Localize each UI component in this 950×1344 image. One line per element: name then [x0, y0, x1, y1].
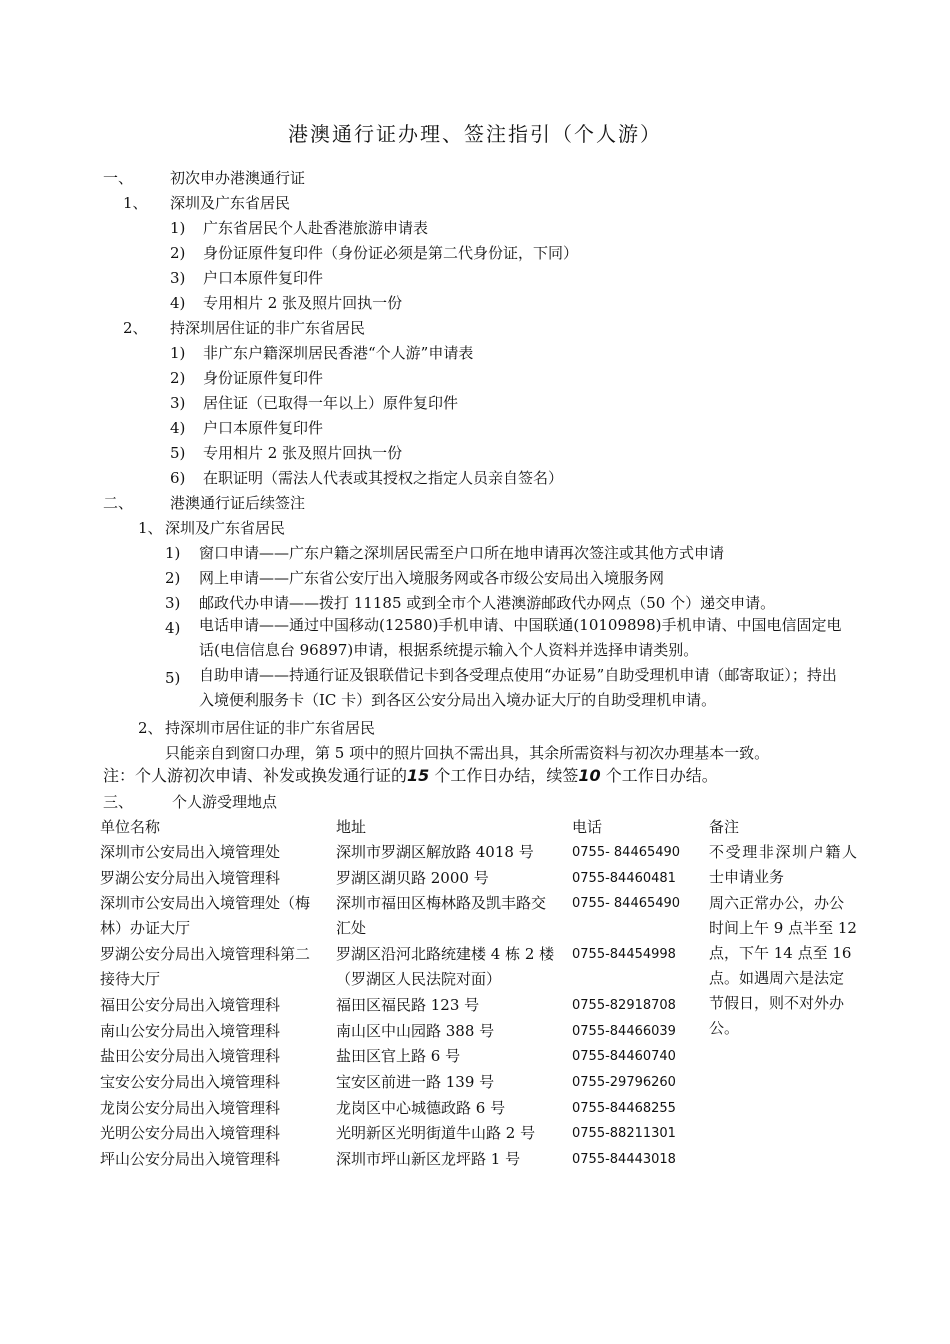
list-item-number: 2): [165, 569, 181, 587]
list-item: 专用相片 2 张及照片回执一份: [203, 294, 403, 312]
subsection-2-2-text: 只能亲自到窗口办理，第 5 项中的照片回执不需出具，其余所需资料与初次办理基本一致。: [165, 744, 770, 762]
list-item-number: 4): [170, 294, 186, 312]
table-header-remark: 备注: [709, 818, 740, 836]
subsection-1-2-number: 2、: [123, 319, 148, 337]
table-cell-name: 宝安公安分局出入境管理科: [100, 1073, 281, 1091]
table-cell-address: 盐田区官上路 6 号: [336, 1047, 461, 1065]
list-item: 户口本原件复印件: [203, 419, 324, 437]
list-item: 非广东户籍深圳居民香港“个人游”申请表: [203, 344, 474, 362]
note-mid: 个工作日办结，续签: [434, 766, 579, 785]
list-item: 在职证明（需法人代表或其授权之指定人员亲自签名）: [203, 469, 564, 487]
list-item-number: 1): [165, 544, 181, 562]
table-cell-name: 光明公安分局出入境管理科: [100, 1124, 281, 1142]
list-item-number: 3): [170, 269, 186, 287]
table-cell-name: 盐田公安分局出入境管理科: [100, 1047, 281, 1065]
subsection-1-2-heading: 持深圳居住证的非广东省居民: [170, 319, 366, 337]
list-item: 邮政代办申请——拨打 11185 或到全市个人港澳游邮政代办网点（50 个）递交申请。: [199, 594, 776, 612]
list-item-number: 6): [170, 469, 186, 487]
subsection-2-1-heading: 深圳及广东省居民: [165, 519, 286, 537]
list-item: 电话申请——通过中国移动(12580)手机申请、中国联通(10109898)手机申请、中国电信固定电话(电信信息台 96897)申请，根据系统提示输入个人资料并选择申请类别。: [199, 616, 842, 659]
table-cell-name: 深圳市公安局出入境管理处: [100, 843, 281, 861]
section-1-number: 一、: [103, 169, 134, 187]
table-cell-address: 宝安区前进一路 139 号: [336, 1073, 495, 1091]
list-item-number: 4): [165, 619, 181, 637]
subsection-2-1-number: 1、: [138, 519, 163, 537]
subsection-1-1-heading: 深圳及广东省居民: [170, 194, 291, 212]
list-item-number: 4): [170, 419, 186, 437]
table-cell-name: 罗湖公安分局出入境管理科: [100, 869, 281, 887]
list-item: 广东省居民个人赴香港旅游申请表: [203, 219, 429, 237]
list-item: 专用相片 2 张及照片回执一份: [203, 444, 403, 462]
table-cell-address: 深圳市罗湖区解放路 4018 号: [336, 843, 534, 861]
list-item-number: 3): [165, 594, 181, 612]
list-item: 网上申请——广东省公安厅出入境服务网或各市级公安局出入境服务网: [199, 569, 665, 587]
table-cell-address: 福田区福民路 123 号: [336, 996, 480, 1014]
table-cell-phone: 0755-82918708: [572, 998, 676, 1013]
list-item-number: 2): [170, 369, 186, 387]
table-cell-phone: 0755- 84465490: [572, 845, 681, 860]
note-suffix: 个工作日办结。: [605, 766, 718, 785]
table-cell-address: 罗湖区湖贝路 2000 号: [336, 869, 489, 887]
table-cell-name: 深圳市公安局出入境管理处（梅林）办证大厅: [100, 894, 311, 937]
table-cell-phone: 0755-88211301: [572, 1126, 676, 1141]
note-days-renewal: 10: [578, 766, 601, 785]
note-prefix: 注：个人游初次申请、补发或换发通行证的: [103, 766, 408, 785]
list-item-number: 5): [170, 444, 186, 462]
list-item-number: 2): [170, 244, 186, 262]
table-cell-phone: 0755-84466039: [572, 1024, 676, 1039]
table-cell-phone: 0755-84443018: [572, 1152, 676, 1167]
section-1-heading: 初次申办港澳通行证: [170, 169, 306, 187]
table-header-address: 地址: [336, 818, 367, 836]
table-cell-name: 坪山公安分局出入境管理科: [100, 1150, 281, 1168]
list-item: 户口本原件复印件: [203, 269, 324, 287]
table-header-name: 单位名称: [100, 818, 161, 836]
subsection-2-2-heading: 持深圳市居住证的非广东省居民: [165, 719, 376, 737]
table-cell-phone: 0755- 84465490: [572, 896, 681, 911]
table-cell-address: 南山区中山园路 388 号: [336, 1022, 495, 1040]
section-3-number: 三、: [103, 793, 134, 811]
list-item-number: 3): [170, 394, 186, 412]
table-header-phone: 电话: [572, 818, 603, 836]
table-cell-name: 龙岗公安分局出入境管理科: [100, 1099, 281, 1117]
table-cell-address: 深圳市坪山新区龙坪路 1 号: [336, 1150, 521, 1168]
table-cell-phone: 0755-84468255: [572, 1101, 676, 1116]
page-title: 港澳通行证办理、签注指引（个人游）: [288, 122, 662, 146]
table-cell-name: 福田公安分局出入境管理科: [100, 996, 281, 1014]
list-item: 自助申请——持通行证及银联借记卡到各受理点使用“办证易”自助受理机申请（邮寄取证）；持出入境便利服务卡（IC 卡）到各区公安分局出入境办证大厅的自助受理机申请。: [199, 666, 837, 709]
list-item: 身份证原件复印件（身份证必须是第二代身份证，下同）: [203, 244, 579, 262]
table-cell-name: 罗湖公安分局出入境管理科第二接待大厅: [100, 945, 311, 988]
table-cell-address: 深圳市福田区梅林路及凯丰路交汇处: [336, 894, 547, 937]
processing-time-note: [103, 766, 718, 786]
list-item: 身份证原件复印件: [203, 369, 324, 387]
table-cell-address: 罗湖区沿河北路统建楼 4 栋 2 楼（罗湖区人民法院对面）: [336, 945, 555, 988]
section-2-number: 二、: [103, 494, 134, 512]
list-item-number: 5): [165, 669, 181, 687]
table-cell-phone: 0755-84460740: [572, 1049, 676, 1064]
table-cell-address: 龙岗区中心城德政路 6 号: [336, 1099, 506, 1117]
list-item-number: 1): [170, 219, 186, 237]
section-3-heading: 个人游受理地点: [172, 793, 278, 811]
table-cell-phone: 0755-84454998: [572, 947, 676, 962]
table-cell-name: 南山公安分局出入境管理科: [100, 1022, 281, 1040]
table-cell-phone: 0755-84460481: [572, 871, 676, 886]
list-item: 窗口申请——广东户籍之深圳居民需至户口所在地申请再次签注或其他方式申请: [199, 544, 725, 562]
table-remark-residency: 不受理非深圳户籍人士申请业务: [709, 843, 857, 886]
table-remark-hours: 周六正常办公，办公时间上午 9 点半至 12 点，下午 14 点至 16 点。如遇周六是法定节假日，则不对外办公。: [709, 894, 857, 1037]
list-item-number: 1): [170, 344, 186, 362]
subsection-2-2-number: 2、: [138, 719, 163, 737]
table-cell-address: 光明新区光明街道牛山路 2 号: [336, 1124, 536, 1142]
note-days-first: 15: [407, 766, 430, 785]
list-item: 居住证（已取得一年以上）原件复印件: [203, 394, 459, 412]
section-2-heading: 港澳通行证后续签注: [170, 494, 306, 512]
subsection-1-1-number: 1、: [123, 194, 148, 212]
table-cell-phone: 0755-29796260: [572, 1075, 676, 1090]
